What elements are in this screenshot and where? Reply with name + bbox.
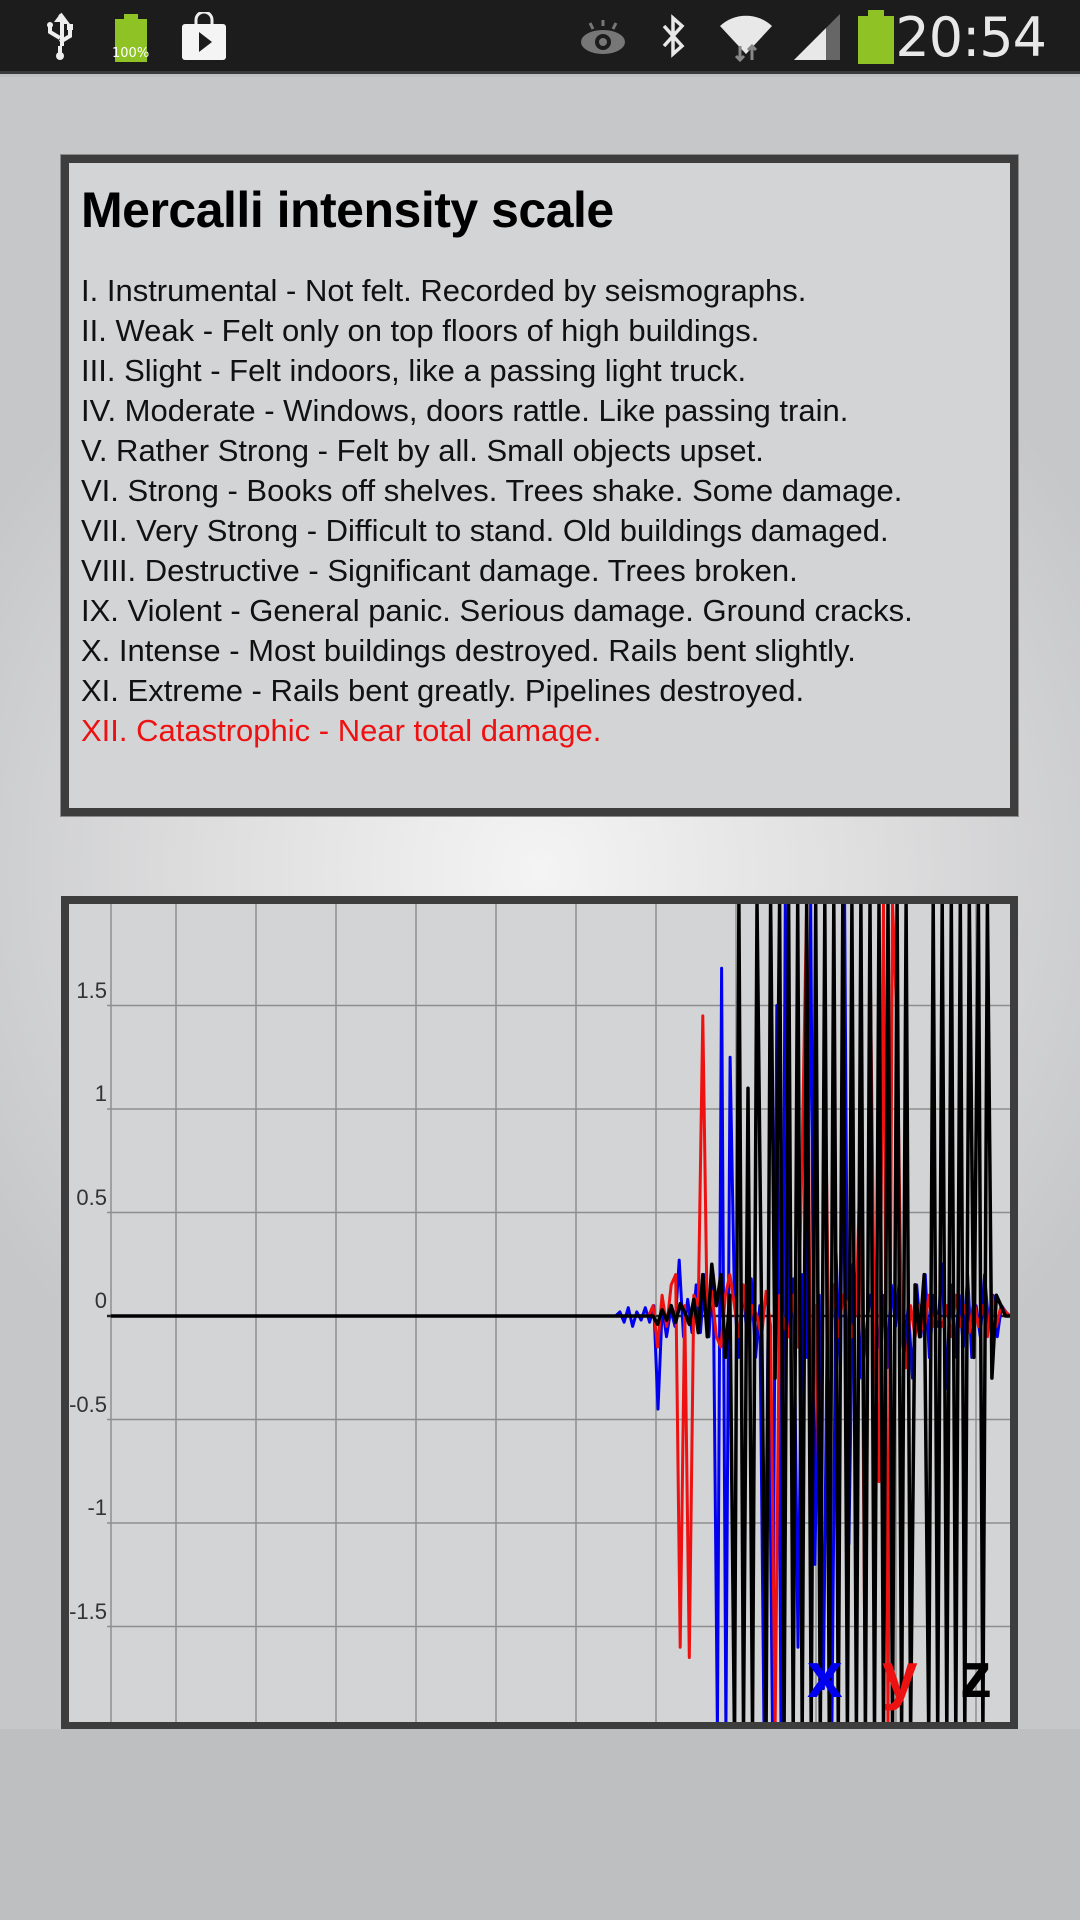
intensity-item: IX. Violent - General panic. Serious damage. Ground cracks. — [81, 593, 913, 628]
legend-x: x — [807, 1639, 843, 1711]
clock: 20:54 — [895, 6, 1046, 69]
battery-icon — [112, 14, 150, 62]
legend-z: z — [960, 1639, 992, 1711]
panel-title: Mercalli intensity scale — [81, 182, 614, 238]
intensity-item: VIII. Destructive - Significant damage. Trees broken. — [81, 553, 798, 588]
intensity-item: XI. Extreme - Rails bent greatly. Pipelines destroyed. — [81, 673, 805, 708]
y-tick-label: -1.5 — [69, 1598, 107, 1624]
y-tick-label: 1 — [94, 1081, 107, 1106]
signal-icon — [792, 12, 842, 62]
y-tick-label: 0 — [94, 1288, 107, 1313]
play-store-icon — [180, 12, 228, 62]
y-tick-label: 1.5 — [76, 977, 107, 1003]
battery-icon — [858, 10, 894, 64]
chart-plot-area — [69, 904, 1010, 1722]
y-tick-label: 0.5 — [76, 1184, 107, 1210]
intensity-item-current: XII. Catastrophic - Near total damage. — [81, 713, 602, 748]
eye-icon — [578, 12, 628, 62]
intensity-item: III. Slight - Felt indoors, like a passing light truck. — [81, 353, 747, 388]
battery-percent: 100% — [112, 46, 150, 61]
intensity-item: VII. Very Strong - Difficult to stand. Old buildings damaged. — [81, 513, 889, 548]
y-tick-label: -0.5 — [69, 1391, 107, 1417]
intensity-item: I. Instrumental - Not felt. Recorded by seismographs. — [81, 273, 807, 308]
intensity-item: V. Rather Strong - Felt by all. Small objects upset. — [81, 433, 764, 468]
legend-y: y — [882, 1639, 918, 1711]
series-z-line — [111, 904, 1010, 1722]
intensity-item: VI. Strong - Books off shelves. Trees shake. Some damage. — [81, 473, 903, 508]
status-bar — [0, 0, 1080, 74]
mercalli-scale-panel — [61, 155, 1018, 816]
bluetooth-icon — [658, 12, 690, 62]
intensity-item: II. Weak - Felt only on top floors of high buildings. — [81, 313, 760, 348]
intensity-list — [81, 271, 913, 751]
intensity-item: IV. Moderate - Windows, doors rattle. Like passing train. — [81, 393, 849, 428]
bottom-empty-area — [0, 1729, 1080, 1920]
seismograph-chart — [61, 896, 1018, 1730]
intensity-item: X. Intense - Most buildings destroyed. Rails bent slightly. — [81, 633, 856, 668]
usb-icon — [40, 12, 80, 62]
y-tick-label: -1 — [87, 1495, 107, 1520]
wifi-icon — [718, 12, 774, 62]
